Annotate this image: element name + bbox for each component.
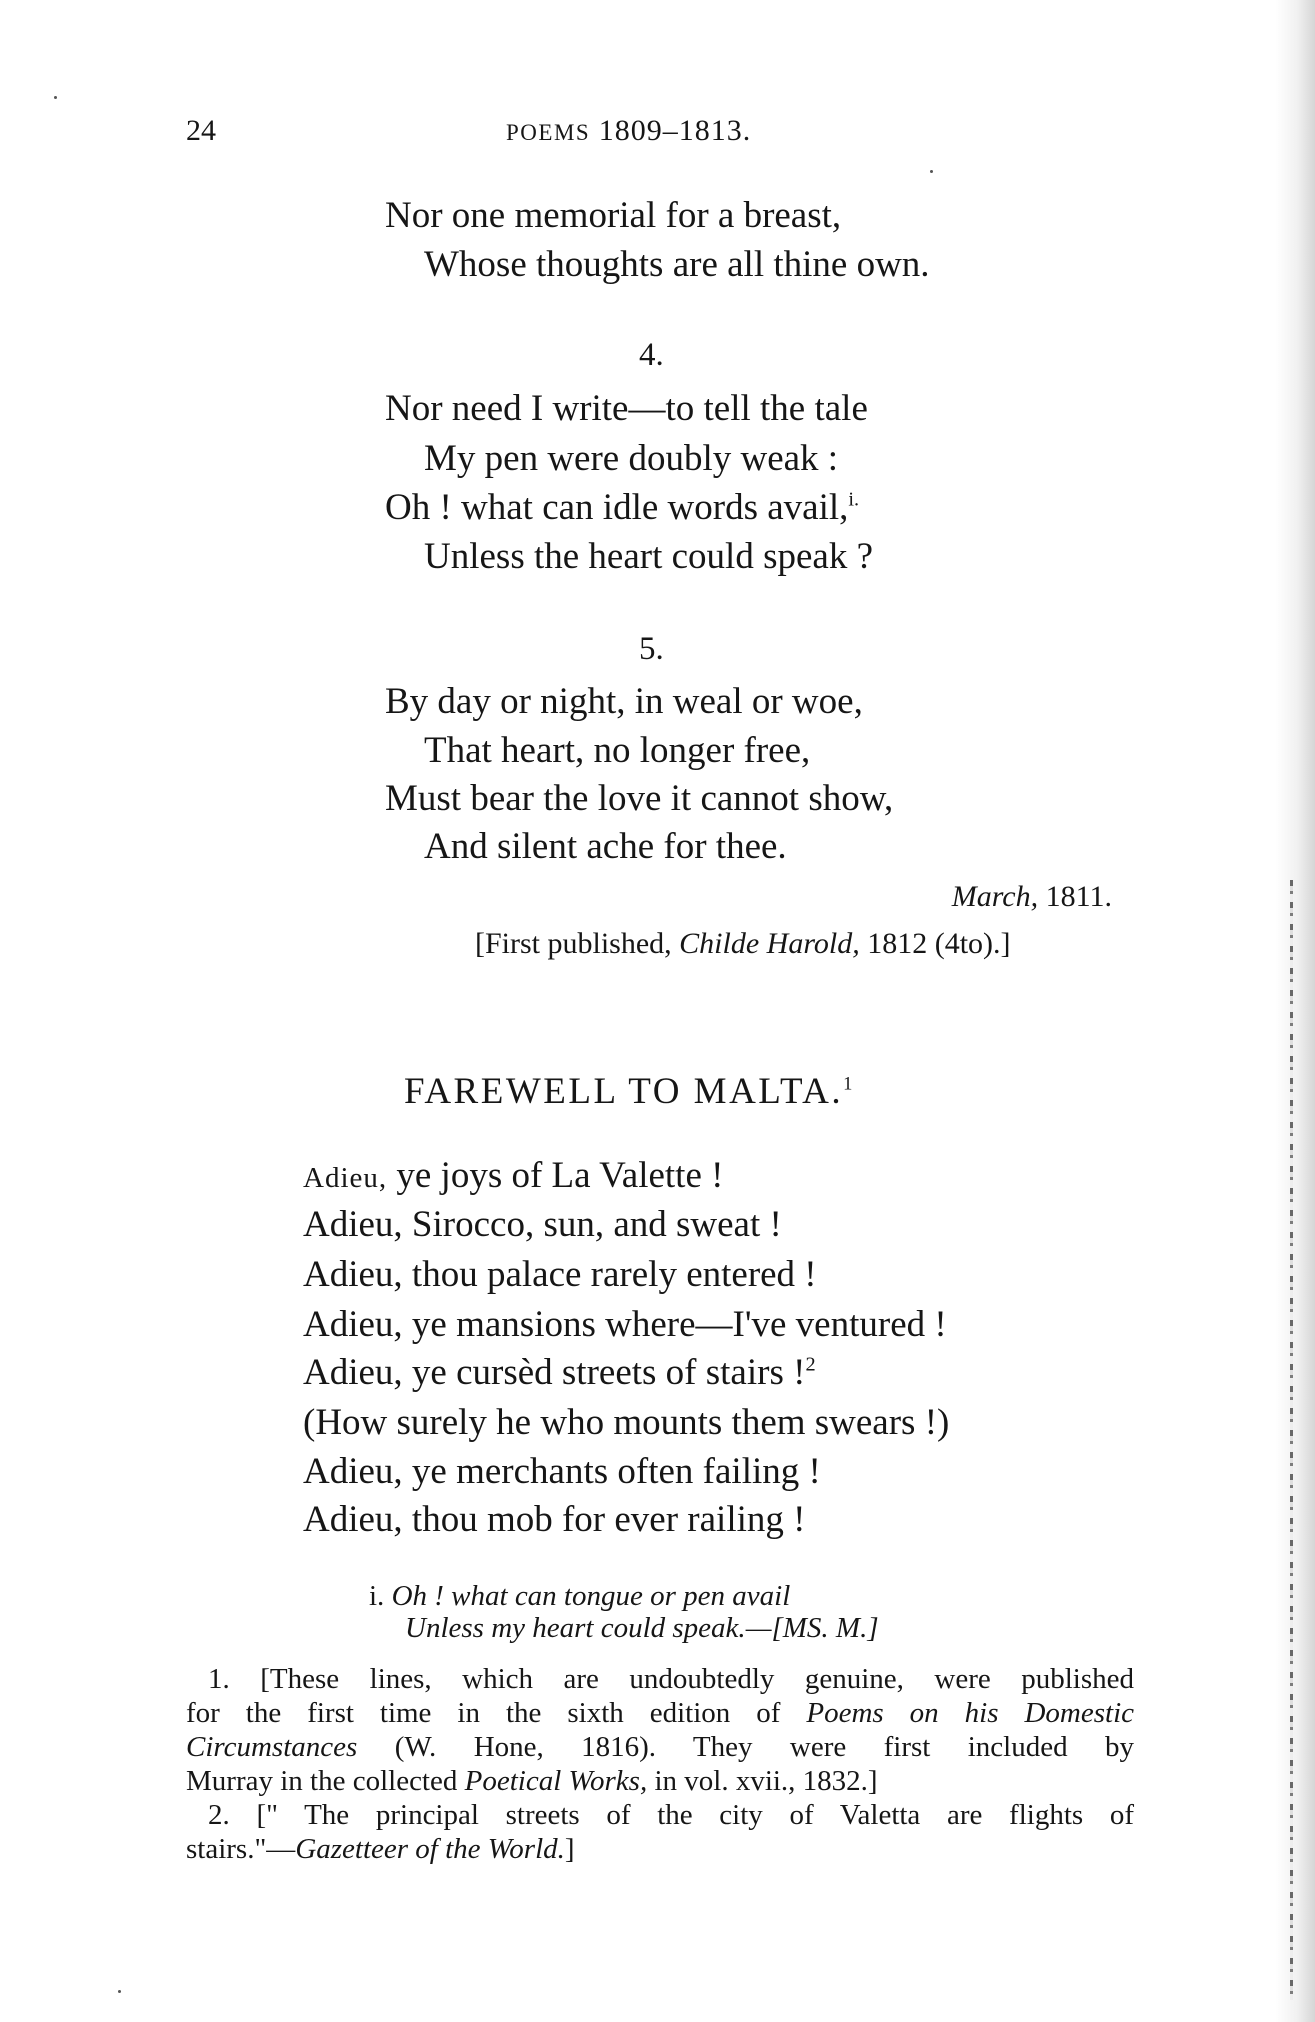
title-footnote-marker: 1 bbox=[843, 1074, 853, 1095]
variant-reading bbox=[369, 1582, 790, 1611]
publication-work: Childe Harold, bbox=[679, 927, 860, 960]
footnote-marker: 2 bbox=[805, 1353, 816, 1376]
variant-reading bbox=[405, 1614, 879, 1643]
footnote-italic: Gazetteer of the World. bbox=[295, 1833, 565, 1865]
running-head bbox=[506, 114, 751, 148]
scan-edge-shadow bbox=[1275, 0, 1315, 2022]
footnote-text: for the first time in the sixth edition of bbox=[186, 1697, 781, 1729]
poem-line: By day or night, in weal or woe, bbox=[385, 681, 863, 722]
footnote-italic: Circumstances bbox=[186, 1731, 358, 1763]
poem-line: That heart, no longer free, bbox=[424, 730, 811, 771]
footnote-number: 2. bbox=[208, 1799, 230, 1831]
scan-edge-binding bbox=[1290, 880, 1293, 2000]
footnote-text: [" The principal streets of the city of Valetta are flights of bbox=[256, 1799, 1135, 1831]
publication-prefix: [First published, bbox=[475, 927, 672, 960]
footnote-italic: Poetical Works, bbox=[464, 1765, 648, 1797]
footnote-text: ] bbox=[564, 1833, 575, 1865]
poem-line: Adieu, ye mansions where—I've ventured ! bbox=[303, 1304, 947, 1345]
scan-speck bbox=[54, 96, 57, 99]
poem-line: Adieu, thou mob for ever railing ! bbox=[303, 1499, 806, 1540]
date-month: March, bbox=[951, 880, 1039, 913]
publication-suffix: 1812 (4to).] bbox=[867, 927, 1011, 960]
date-year: 1811. bbox=[1045, 880, 1112, 913]
footnote-line bbox=[186, 1733, 1134, 1762]
scan-speck bbox=[118, 1990, 121, 1993]
poem-line-text: Oh ! what can idle words avail, bbox=[385, 487, 849, 528]
poem-line bbox=[385, 489, 859, 526]
footnote-number: 1. bbox=[208, 1663, 230, 1695]
poem-line: Must bear the love it cannot show, bbox=[385, 778, 894, 819]
poem-title-text: FAREWELL TO MALTA. bbox=[404, 1071, 844, 1112]
poem-line: My pen were doubly weak : bbox=[424, 438, 839, 479]
poem-line-text: ye joys of La Valette ! bbox=[387, 1155, 724, 1196]
running-head-title: POEMS bbox=[506, 120, 591, 145]
first-word: Adieu, bbox=[303, 1162, 388, 1194]
footnote-text: Murray in the collected bbox=[186, 1765, 458, 1797]
poem-line bbox=[303, 1354, 816, 1391]
footnote-text: [These lines, which are undoubtedly genuine, were published bbox=[260, 1663, 1134, 1695]
poem-line: Nor one memorial for a breast, bbox=[385, 195, 842, 236]
variant-line: Unless my heart could speak. bbox=[405, 1612, 746, 1644]
footnote-text: in vol. xvii., 1832.] bbox=[654, 1765, 878, 1797]
poem-line bbox=[303, 1157, 723, 1194]
variant-line: Oh ! what can tongue or pen avail bbox=[391, 1580, 791, 1612]
footnote-line bbox=[186, 1699, 1134, 1728]
variant-source: —[MS. M.] bbox=[745, 1612, 879, 1644]
stanza-number: 5. bbox=[639, 631, 664, 667]
poem-line: Adieu, Sirocco, sun, and sweat ! bbox=[303, 1204, 782, 1245]
poem-line: Adieu, thou palace rarely entered ! bbox=[303, 1254, 817, 1295]
variant-marker: i. bbox=[848, 488, 860, 511]
footnote-text: (W. Hone, 1816). They were first included by bbox=[394, 1731, 1134, 1763]
poem-line: Whose thoughts are all thine own. bbox=[424, 244, 930, 285]
poem-line-text: Adieu, ye cursèd streets of stairs ! bbox=[303, 1352, 806, 1393]
poem-line: (How surely he who mounts them swears !) bbox=[303, 1402, 950, 1443]
poem-line: Nor need I write—to tell the tale bbox=[385, 388, 868, 429]
footnote-2 bbox=[186, 1801, 1134, 1830]
scan-speck bbox=[930, 170, 933, 173]
footnote-line bbox=[186, 1835, 1134, 1864]
footnote-line bbox=[186, 1767, 1134, 1796]
footnote-italic: Poems on his Domestic bbox=[806, 1697, 1135, 1729]
poem-date bbox=[952, 880, 1112, 914]
poem-title bbox=[404, 1070, 852, 1113]
footnote-text: stairs."— bbox=[186, 1833, 296, 1865]
poem-line: And silent ache for thee. bbox=[424, 826, 787, 867]
stanza-number: 4. bbox=[639, 337, 664, 373]
variant-marker: i. bbox=[369, 1580, 385, 1612]
poem-line: Adieu, ye merchants often failing ! bbox=[303, 1451, 821, 1492]
page-number: 24 bbox=[186, 114, 216, 147]
footnote-1 bbox=[186, 1665, 1134, 1694]
running-head-years: 1809–1813. bbox=[598, 114, 752, 147]
publication-note bbox=[475, 927, 1011, 961]
poem-line: Unless the heart could speak ? bbox=[424, 536, 873, 577]
